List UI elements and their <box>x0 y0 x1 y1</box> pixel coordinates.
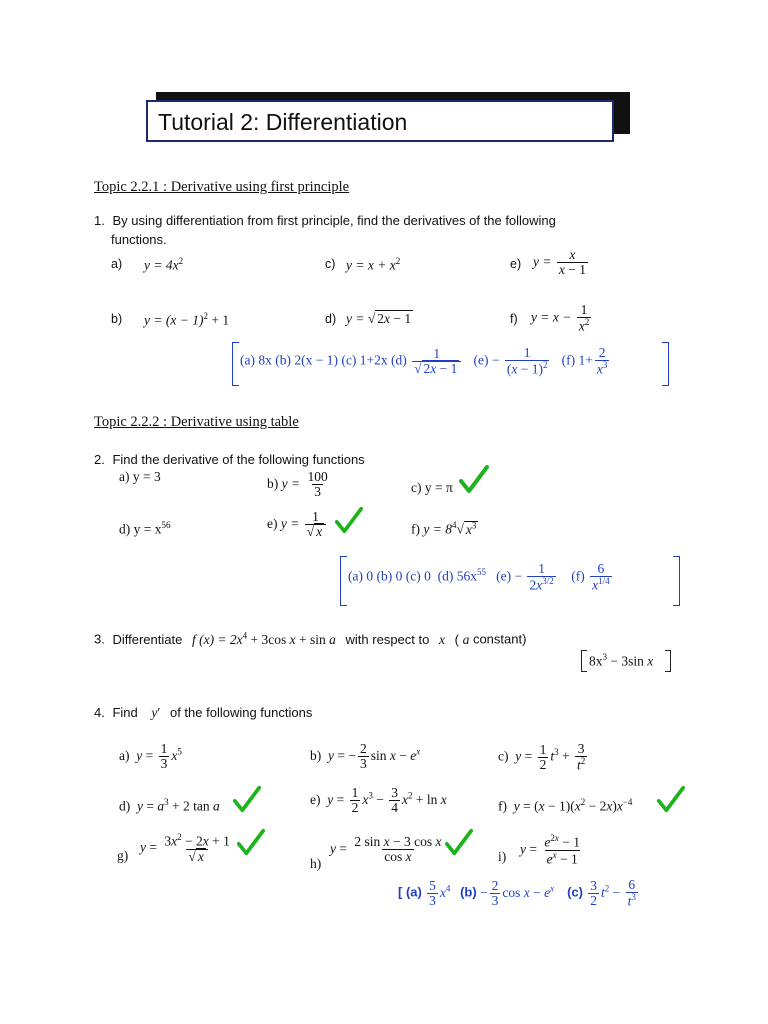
q4-item-h-label: h) <box>310 856 322 871</box>
q4-item-i-label: i) <box>498 849 507 864</box>
q4-item-e: e) y = $\frac{1}{2}$ $x^3$ − $\frac{3}{4}$ $x^2 + \ln x$ <box>310 785 447 816</box>
q1-item-c-label: c) <box>325 257 336 271</box>
answer-bracket-left <box>581 650 587 672</box>
q4-item-c: c) y = $\frac{1}{2}$ $t^3$ + $\frac{3}{t^2}$ <box>498 741 586 773</box>
question-1-text-line1: By using differentiation from first principle, find the derivatives of the following <box>112 213 556 228</box>
q2-item-b: b) y = $\frac{100}{3}$ <box>267 469 328 500</box>
q2-item-c: c) y = π <box>411 480 453 495</box>
q2-item-f: f) $y = 8^4√$ $x^3$ <box>411 520 477 537</box>
q1-item-b-label: b) <box>111 312 123 326</box>
q1-item-d: y = √ 2x − 1 <box>346 311 412 326</box>
question-1-number: 1. <box>94 213 105 228</box>
q1-item-e: y = $\frac{x}{x - 1}$ <box>533 247 586 278</box>
answer-bracket-left <box>340 556 347 606</box>
q4-item-g-label: g) <box>117 848 129 863</box>
question-2: 2. Find the derivative of the following functions <box>94 452 365 467</box>
q4-answers: [ (a) $\frac{5}{3}$ $x^4$ (b) − $\frac{2}{3}$ $\cos x - e^x$ (c) $\frac{3}{2}$ $t^2$ − $\frac{6}{t^3}$ <box>398 877 636 909</box>
q4-item-d: d) $y = a^3 + 2$ tan a <box>119 797 220 814</box>
q1-item-a-label: a) <box>111 257 123 271</box>
checkmark-icon <box>656 784 686 814</box>
question-4: 4. Find y′ of the following functions <box>94 705 313 720</box>
q1-item-f: y = x − $\frac{1}{x^2}$ <box>531 302 590 334</box>
checkmark-icon <box>334 505 364 535</box>
answer-bracket-left <box>232 342 239 386</box>
question-3: 3. Differentiate f $(x) = 2x^4 + 3\cos$ x + sin a with respect to x ( a constant) <box>94 630 527 647</box>
answer-bracket-right <box>673 556 680 606</box>
checkmark-icon <box>458 464 490 494</box>
title-box <box>146 100 614 142</box>
answer-bracket-right <box>662 342 669 386</box>
q2-item-a: a) y = 3 <box>119 469 161 484</box>
answer-bracket-right <box>665 650 671 672</box>
topic-1-heading: Topic 2.2.1 : Derivative using first principle <box>94 179 350 195</box>
topic-2-heading: Topic 2.2.2 : Derivative using table <box>94 414 299 430</box>
q1-item-e-label: e) <box>510 257 522 271</box>
q2-answers: (a) 0 (b) 0 (c) 0 (d) $56x^{55}$ (e) − $\frac{1}{2x^{3/2}}$ (f) $\frac{6}{x^{1/4}}$ <box>348 561 610 593</box>
q1-item-a: $y = 4x^2$ <box>144 256 184 273</box>
q1-item-f-label: f) <box>510 312 518 326</box>
q4-item-a: a) y = $\frac{1}{3}$ $x^5$ <box>119 741 182 772</box>
q1-item-d-label: d) <box>325 312 337 326</box>
q1-item-b: $y = (x - 1)^2 + 1$ <box>144 311 230 328</box>
q4-item-h: y = $\frac{\text{2 sin x − 3 cos x}}{\text{cos x}}$ <box>330 834 442 865</box>
q4-item-i: y = $\frac{e^{2x} - 1}{e^x - 1}$ <box>520 833 580 867</box>
q1-item-c: $y = x + x^2$ <box>346 256 401 273</box>
q4-item-b: b) y = − $\frac{2}{3}$ $\sin x - e^x$ <box>310 741 421 772</box>
checkmark-icon <box>236 827 266 857</box>
q2-item-e: e) y = $\frac{1}{√ x}$ <box>267 510 328 539</box>
q4-item-g: y = $\frac{3x^2 - 2x + 1}{√ x}$ <box>140 832 230 864</box>
q3-answer: $8x^3 - 3\sin$ x <box>589 652 654 669</box>
q1-answers: (a) 8x (b) 2(x − 1) (c) 1+2x (d) $\frac{1}{√ 2x - 1}$ (e) − $\frac{1}{(x - 1)^2}$ (f) 1+ $\frac{2}{x^3}$ <box>240 345 608 377</box>
q2-item-d: d) $y = x^{56}$ <box>119 520 171 537</box>
question-1-text-line2: functions. <box>111 232 167 247</box>
q4-item-f: f) $y = (x - 1)(x^2 - 2x)x^{-4}$ <box>498 797 633 814</box>
checkmark-icon <box>232 784 262 814</box>
page-title: Tutorial 2: Differentiation <box>158 109 408 135</box>
question-1 <box>94 213 556 228</box>
checkmark-icon <box>444 827 474 857</box>
